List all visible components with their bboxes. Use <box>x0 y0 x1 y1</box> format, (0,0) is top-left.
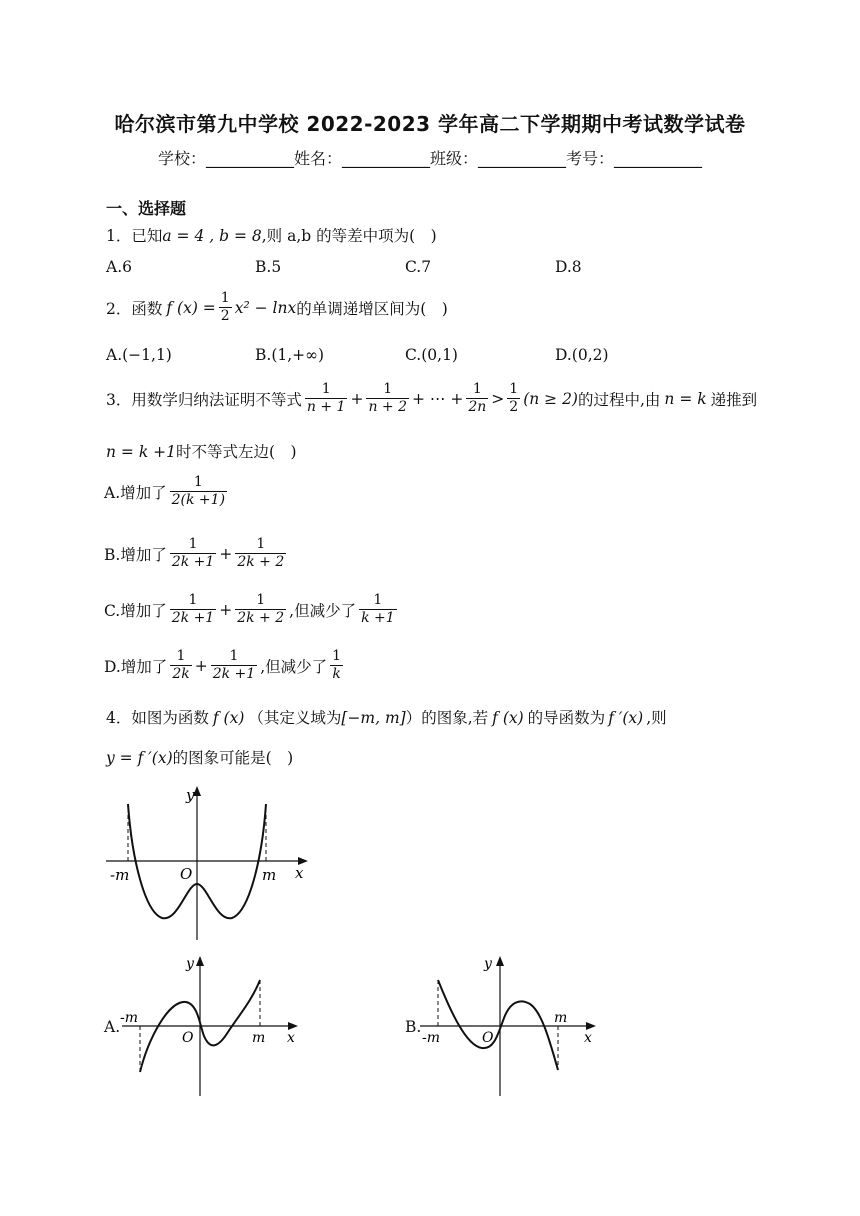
x-label: x <box>584 1030 592 1046</box>
q1-math: a = 4 , b = 8 <box>162 227 262 245</box>
x-label: x <box>287 1030 295 1046</box>
neg-m-label: -m <box>110 866 130 884</box>
m-label: m <box>554 1010 568 1026</box>
y-label: y <box>186 956 194 972</box>
question-3-line-2: n = k +1时不等式左边( ) <box>106 443 297 461</box>
question-3-stem: 3．用数学归纳法证明不等式 $\frac{1}{n + 1}$ + $\frac{1}{n + 2}$ + ⋯ + $\frac{1}{2n}$ > $\frac{1}{2}$ (n ≥ 2) 的过程中,由 n = k 递推到 <box>106 381 758 415</box>
q4-option-b-label: B. <box>405 1018 422 1036</box>
page-title: 哈尔滨市第九中学校 2022-2023 学年高二下学期期中考试数学试卷 <box>114 112 746 136</box>
question-4-line-2: y = f ′(x)的图象可能是( ) <box>106 749 294 767</box>
section-heading: 一、选择题 <box>106 199 187 218</box>
question-4-stem: 4．如图为函数 f (x) （其定义域为[−m, m]）的图象,若 f (x) 的导函数为 f ′(x) ,则 <box>106 709 667 727</box>
q1-option-c: C.7 <box>405 258 432 276</box>
y-axis-arrow <box>496 956 504 966</box>
neg-m-label: -m <box>120 1010 139 1026</box>
q2-option-c: C.(0,1) <box>405 346 458 364</box>
neg-m-label: -m <box>422 1030 441 1046</box>
derivative-curve <box>438 980 558 1070</box>
q2-option-b: B.(1,+∞) <box>255 346 325 364</box>
origin-label: O <box>182 1030 194 1046</box>
main-function-graph <box>100 780 320 950</box>
option-a-graph <box>118 950 308 1100</box>
student-info-line: 学校：___________姓名：___________班级：___________考号：___________ <box>157 149 702 168</box>
m-label: m <box>262 866 277 884</box>
x-label: x <box>295 864 304 882</box>
origin-label: O <box>482 1030 494 1046</box>
q1-option-d: D.8 <box>555 258 582 276</box>
q4-option-a-label: A. <box>104 1018 121 1036</box>
x-axis-arrow <box>288 1022 298 1030</box>
q2-option-a: A.(−1,1) <box>106 346 172 364</box>
y-label: y <box>186 786 195 804</box>
q2-option-d: D.(0,2) <box>555 346 609 364</box>
q3-option-a: A.增加了 $\frac{1}{2(k +1)}$ <box>104 474 226 508</box>
q1-option-b: B.5 <box>255 258 282 276</box>
q3-option-d: D.增加了 $\frac{1}{2k}$ + $\frac{1}{2k +1}$ ,但减少了 $\frac{1}{k}$ <box>104 648 342 682</box>
q1-option-a: A.6 <box>106 258 132 276</box>
option-b-graph <box>416 950 606 1100</box>
x-axis-arrow <box>586 1022 596 1030</box>
q3-option-b: B.增加了 $\frac{1}{2k +1}$ + $\frac{1}{2k + 2}$ <box>104 536 285 570</box>
question-2-stem: 2．函数 f (x) = $\frac{1}{2}$ x² − lnx 的单调递增区间为( ) <box>106 290 448 324</box>
q2-fraction: $\frac{1}{2}$ <box>220 290 230 324</box>
m-label: m <box>252 1030 266 1046</box>
question-1-stem: 1．已知a = 4 , b = 8,则 a,b 的等差中项为( ) <box>106 227 437 245</box>
y-axis-arrow <box>196 956 204 966</box>
origin-label: O <box>180 865 193 883</box>
q3-option-c: C.增加了 $\frac{1}{2k +1}$ + $\frac{1}{2k + 2}$ ,但减少了 $\frac{1}{k +1}$ <box>104 592 395 626</box>
y-label: y <box>484 956 492 972</box>
